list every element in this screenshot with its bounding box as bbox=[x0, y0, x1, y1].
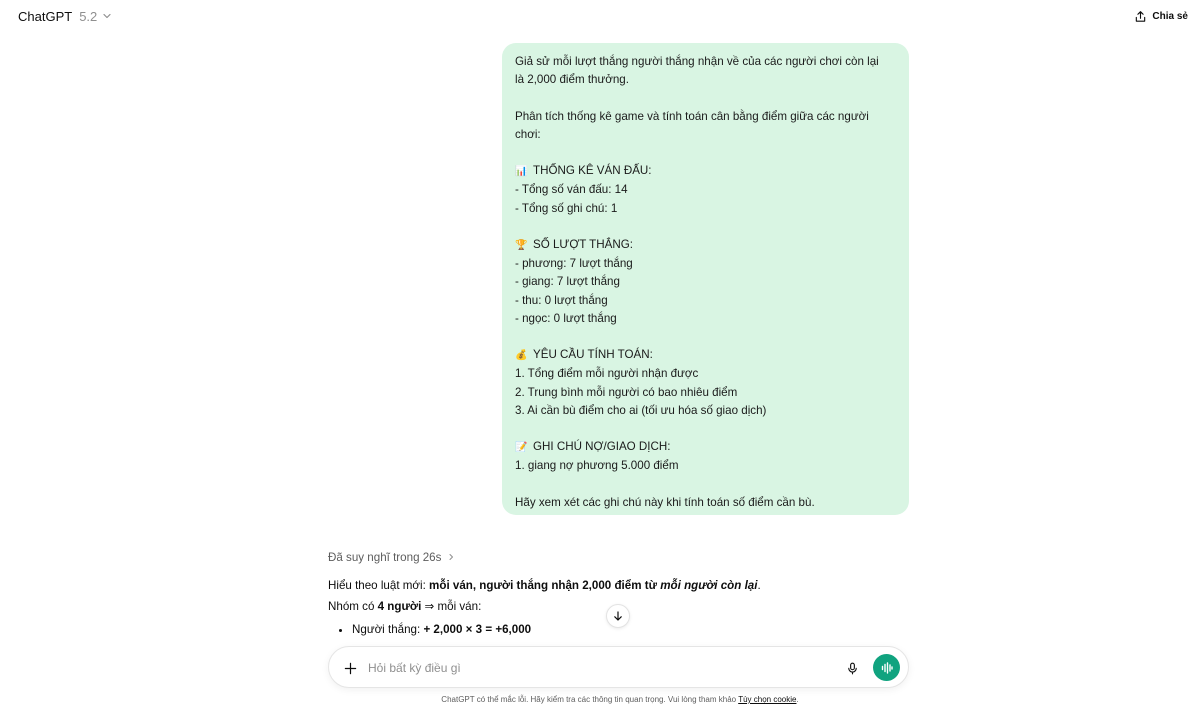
text-span: Hiểu theo luật mới: bbox=[328, 579, 430, 592]
top-bar bbox=[0, 0, 1200, 32]
message-line bbox=[515, 71, 895, 89]
message-line bbox=[515, 438, 895, 457]
thought-label: Đã suy nghĩ trong 26s bbox=[328, 550, 442, 564]
emoji-icon: 📊 bbox=[515, 166, 528, 178]
chevron-right-icon bbox=[447, 553, 455, 561]
emoji-icon: 🏆 bbox=[515, 239, 528, 251]
message-line bbox=[515, 328, 895, 346]
attach-button[interactable] bbox=[339, 657, 361, 679]
dictation-button[interactable] bbox=[842, 658, 862, 678]
message-line bbox=[515, 108, 895, 126]
message-line-text: Giả sử mỗi lượt thắng người thắng nhận về của các người chơi còn lại bbox=[515, 55, 879, 68]
arrow-down-icon bbox=[612, 610, 624, 622]
message-line bbox=[515, 402, 895, 420]
message-line bbox=[515, 255, 895, 273]
model-name: ChatGPT bbox=[18, 8, 73, 24]
message-line-text: - giang: 7 lượt thắng bbox=[515, 275, 620, 289]
bold-italic-text bbox=[660, 579, 757, 592]
cookie-preferences-link[interactable]: Tùy chọn cookie bbox=[738, 695, 797, 704]
text-span: Nhóm có bbox=[328, 600, 378, 613]
message-line bbox=[515, 200, 895, 218]
message-line bbox=[515, 365, 895, 383]
message-line bbox=[515, 162, 895, 181]
message-line bbox=[515, 476, 895, 494]
share-icon bbox=[1134, 10, 1147, 23]
message-line bbox=[515, 89, 895, 107]
bold-text: + 2,000 × 3 = +6,000 bbox=[423, 623, 532, 636]
plus-icon bbox=[344, 662, 357, 675]
text-span: . bbox=[757, 579, 761, 592]
model-selector[interactable] bbox=[12, 4, 119, 28]
message-line-text: Hãy xem xét các ghi chú này khi tính toán số điểm cần bù. bbox=[515, 495, 815, 509]
message-line-text: - Tổng số ván đấu: 14 bbox=[515, 183, 628, 197]
message-line-text: YÊU CẦU TÍNH TOÁN: bbox=[533, 348, 653, 362]
text-span: Người thắng: bbox=[352, 623, 424, 636]
emoji-icon: 📝 bbox=[515, 442, 528, 454]
emoji-icon: 💰 bbox=[515, 350, 528, 362]
scroll-to-bottom-button[interactable] bbox=[606, 604, 630, 628]
model-version: 5.2 bbox=[79, 8, 98, 24]
list-item bbox=[352, 621, 908, 639]
message-line bbox=[515, 181, 895, 199]
microphone-icon bbox=[846, 662, 859, 675]
message-line bbox=[515, 292, 895, 310]
prompt-input[interactable] bbox=[368, 658, 828, 678]
share-label: Chia sẻ bbox=[1152, 10, 1188, 22]
voice-mode-button[interactable] bbox=[873, 654, 900, 681]
assistant-paragraph bbox=[328, 577, 908, 595]
composer bbox=[328, 646, 909, 688]
message-line bbox=[515, 384, 895, 402]
message-line bbox=[515, 310, 895, 328]
message-line-text: 1. Tổng điểm mỗi người nhận được bbox=[515, 367, 699, 381]
message-line-text: 2. Trung bình mỗi người có bao nhiêu điểm bbox=[515, 385, 738, 399]
message-line bbox=[515, 420, 895, 438]
message-line-text: 1. giang nợ phương 5.000 điểm bbox=[515, 459, 679, 473]
voice-waveform-icon bbox=[880, 661, 894, 675]
italic-text: mỗi người còn lại bbox=[660, 579, 758, 592]
message-line-text: SỐ LƯỢT THẮNG: bbox=[533, 237, 633, 251]
message-line bbox=[515, 236, 895, 255]
thought-toggle[interactable] bbox=[328, 548, 908, 566]
disclaimer bbox=[0, 695, 1200, 704]
message-line-text: - thu: 0 lượt thắng bbox=[515, 293, 608, 307]
message-line-text: - phương: 7 lượt thắng bbox=[515, 257, 633, 271]
message-line bbox=[515, 273, 895, 291]
text-span: ⇒ mỗi ván: bbox=[421, 600, 482, 613]
message-line bbox=[515, 494, 895, 512]
message-line bbox=[515, 144, 895, 162]
message-line-text: Phân tích thống kê game và tính toán cân bằng điểm giữa các người bbox=[515, 109, 869, 123]
disclaimer-period: . bbox=[796, 695, 799, 704]
message-line bbox=[515, 457, 895, 475]
message-line-text: chơi: bbox=[515, 127, 541, 141]
disclaimer-text: ChatGPT có thể mắc lỗi. Hãy kiểm tra các thông tin quan trọng. Vui lòng tham khảo bbox=[441, 695, 739, 704]
user-message-bubble bbox=[502, 43, 909, 515]
message-line bbox=[515, 53, 895, 71]
chevron-down-icon bbox=[101, 10, 113, 22]
bold-text: 4 người bbox=[377, 600, 422, 613]
message-line bbox=[515, 218, 895, 236]
message-line-text: THỐNG KÊ VÁN ĐẤU: bbox=[533, 164, 652, 178]
message-line-text: 3. Ai cần bù điểm cho ai (tối ưu hóa số giao dịch) bbox=[515, 403, 767, 417]
share-button[interactable] bbox=[1132, 5, 1190, 27]
message-line-text: - ngọc: 0 lượt thắng bbox=[515, 311, 617, 325]
message-line bbox=[515, 346, 895, 365]
message-line-text: - Tổng số ghi chú: 1 bbox=[515, 201, 618, 215]
bold-text: mỗi ván, người thắng nhận 2,000 điểm từ bbox=[429, 579, 661, 592]
message-line-text: GHI CHÚ NỢ/GIAO DỊCH: bbox=[533, 440, 671, 454]
message-line-text: là 2,000 điểm thưởng. bbox=[515, 73, 629, 87]
message-line bbox=[515, 126, 895, 144]
